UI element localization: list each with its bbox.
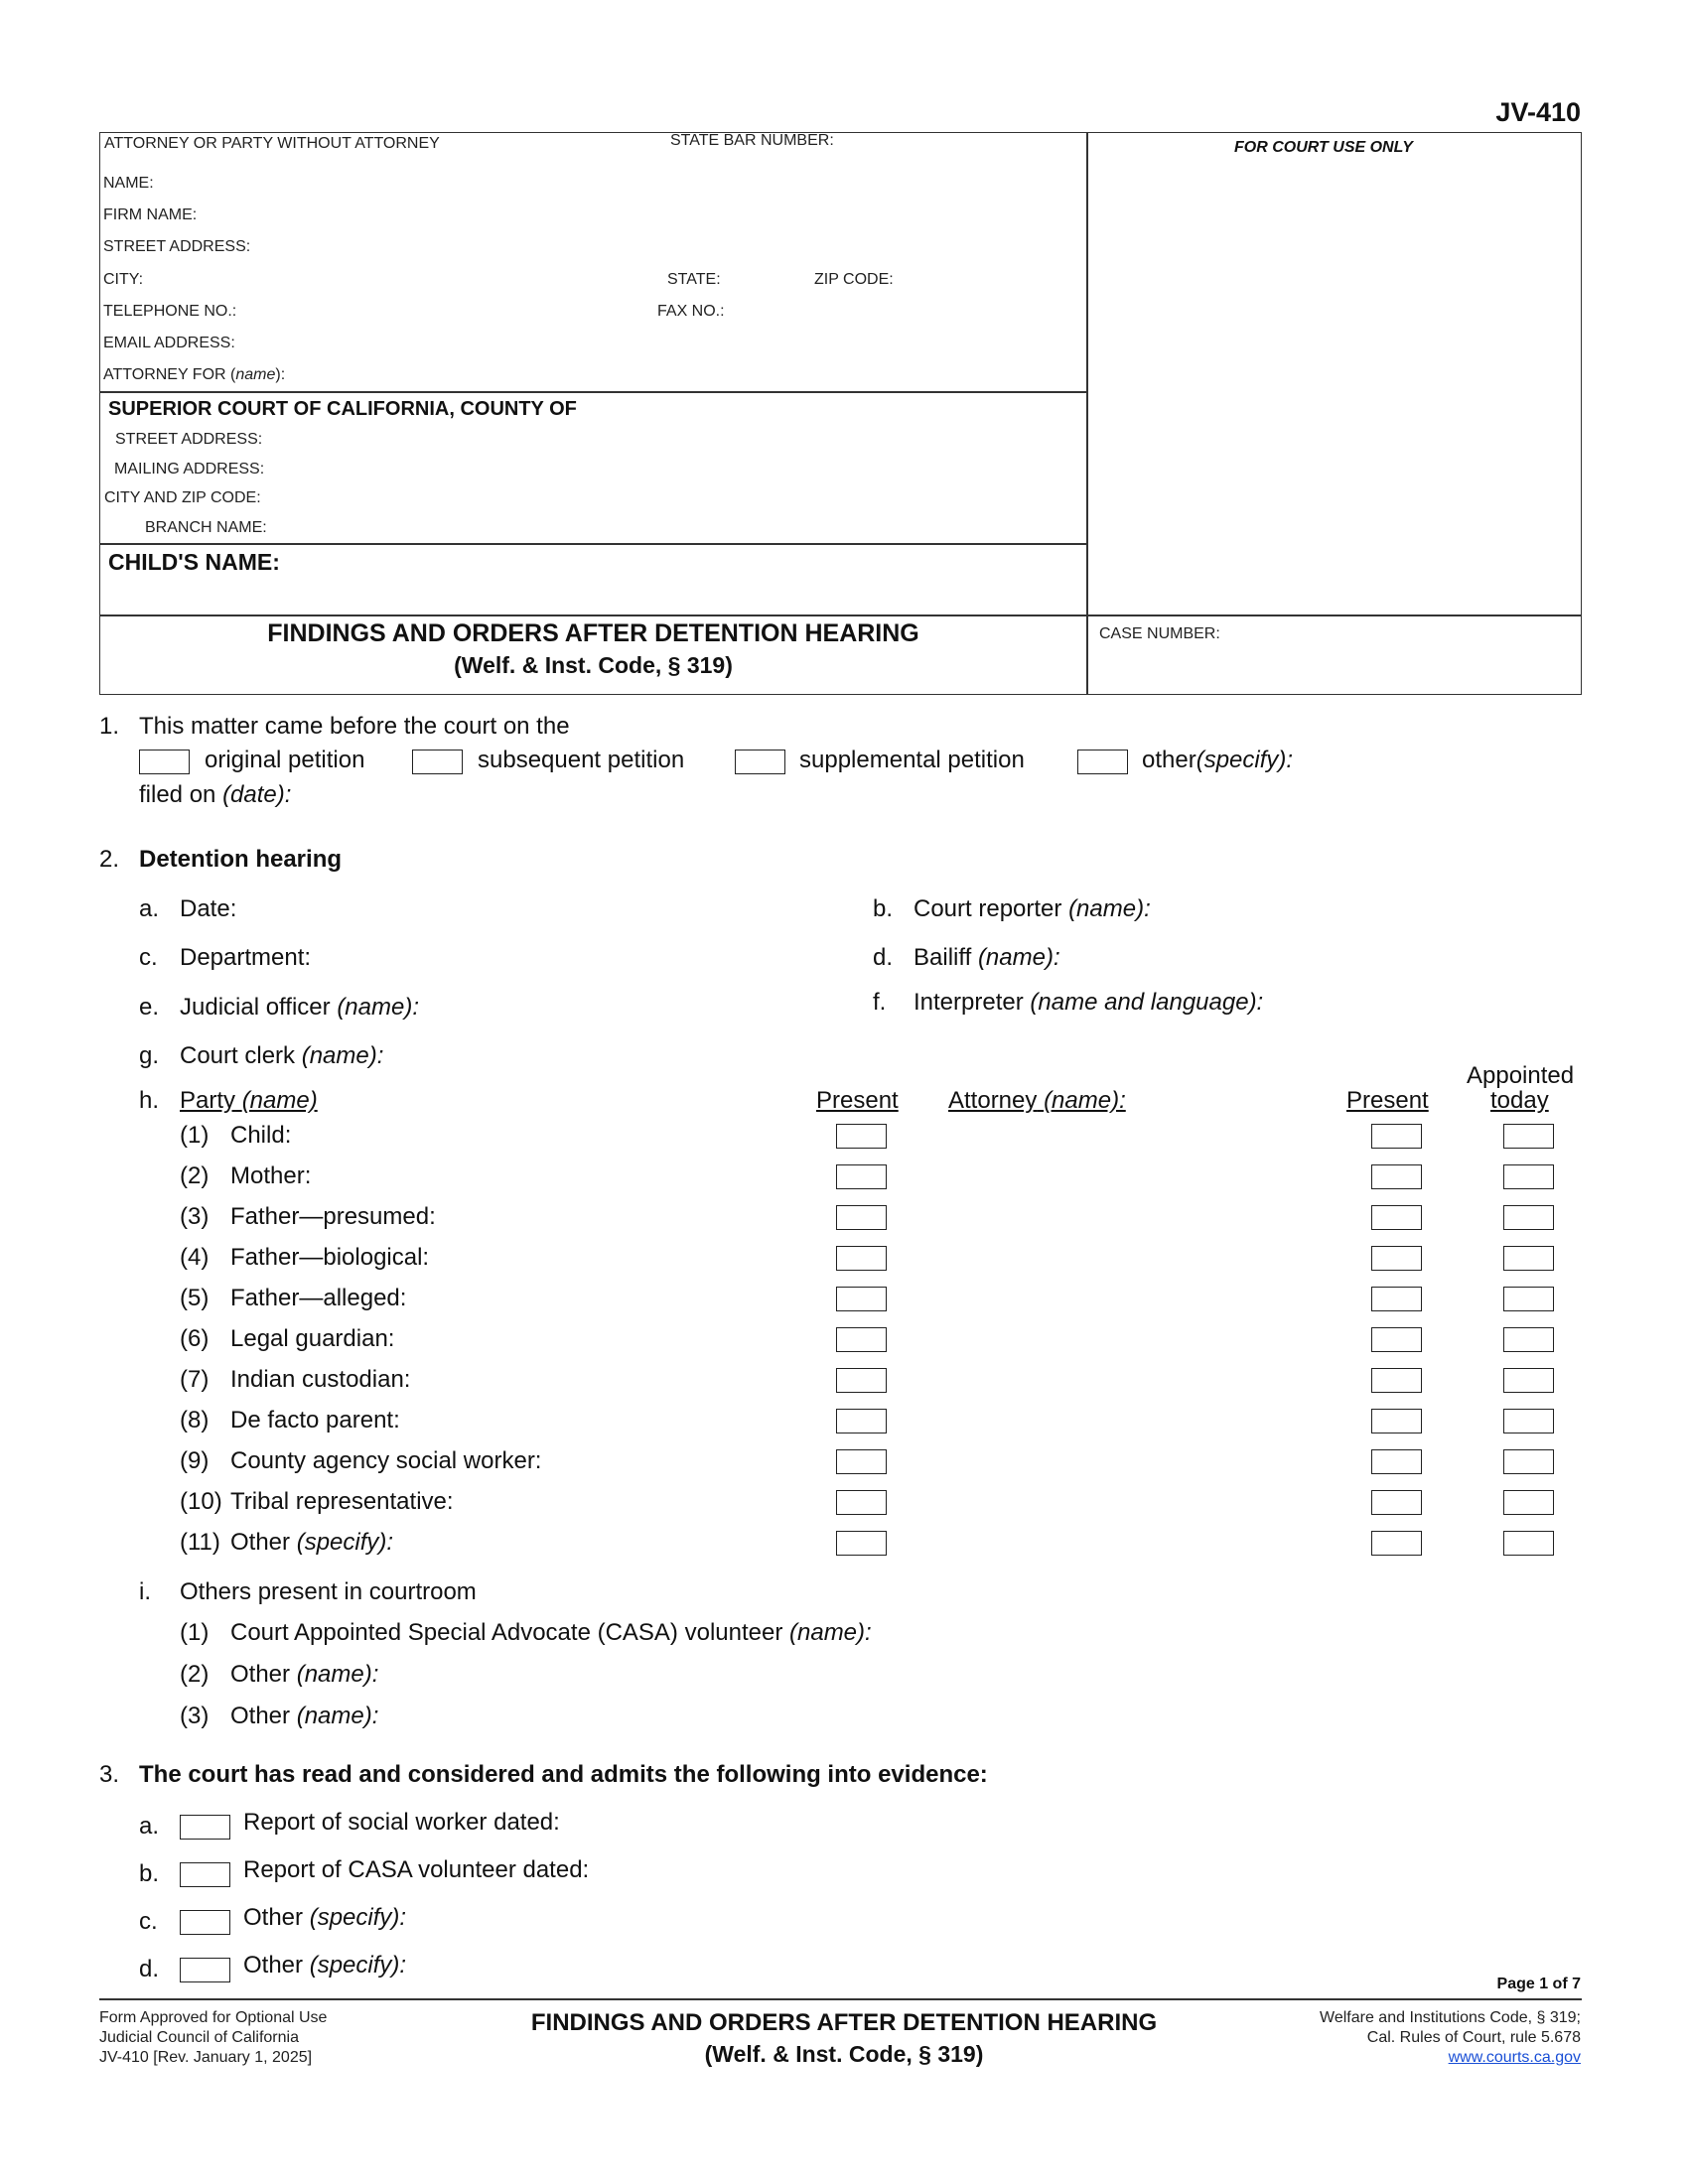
others-row-label: Other	[230, 1703, 291, 1729]
item2b-letter: b.	[873, 895, 894, 922]
court-mailing-field[interactable]: MAILING ADDRESS:	[114, 461, 265, 478]
other-petition-checkbox[interactable]	[1077, 750, 1128, 774]
party-row-number: (11)	[180, 1529, 220, 1556]
department-field[interactable]: Department:	[180, 944, 312, 971]
evidence-row-letter: c.	[139, 1908, 158, 1935]
caption-divider-child	[99, 543, 1087, 545]
attorney-for-field[interactable]	[103, 366, 285, 384]
party-row-label-text: County agency social worker:	[230, 1447, 542, 1474]
party-row-label	[230, 1529, 393, 1557]
court-clerk-field[interactable]	[180, 1042, 383, 1070]
party-row-label-text: De facto parent:	[230, 1407, 400, 1433]
others-row-field[interactable]	[230, 1619, 872, 1647]
attorney-present-header: Present	[1346, 1087, 1429, 1114]
party-present-checkbox[interactable]	[836, 1368, 887, 1393]
others-row-number: (3)	[180, 1703, 210, 1729]
item3-number: 3.	[99, 1761, 120, 1788]
evidence-row-italic: (specify):	[309, 1904, 407, 1931]
supplemental-petition-label: supplemental petition	[799, 747, 1025, 773]
city-field[interactable]: CITY:	[103, 271, 144, 288]
evidence-row-field[interactable]	[243, 1904, 406, 1932]
item2-number: 2.	[99, 846, 120, 873]
party-present-header: Present	[816, 1087, 899, 1114]
attorney-present-checkbox[interactable]	[1371, 1205, 1422, 1230]
judicial-officer-label: Judicial officer	[180, 994, 331, 1021]
state-bar-number-label: STATE BAR NUMBER:	[670, 132, 834, 149]
others-row-field[interactable]	[230, 1703, 378, 1730]
filed-on-text: filed on	[139, 781, 216, 808]
zip-code-field[interactable]: ZIP CODE:	[814, 271, 894, 288]
party-row-label-italic: (specify):	[296, 1529, 394, 1556]
evidence-row-letter: a.	[139, 1813, 160, 1840]
caption-vertical-divider	[1086, 132, 1088, 695]
item2g-letter: g.	[139, 1042, 160, 1069]
party-row-number: (1)	[180, 1122, 210, 1149]
party-row-number: (7)	[180, 1366, 210, 1393]
party-row-label	[230, 1325, 394, 1353]
form-id: JV-410	[1495, 97, 1581, 127]
party-row-label	[230, 1447, 541, 1475]
party-row-label-text: Other	[230, 1529, 291, 1556]
footer-right-line1: Welfare and Institutions Code, § 319;	[1320, 2009, 1581, 2026]
court-street-field[interactable]: STREET ADDRESS:	[115, 431, 263, 448]
item2d-letter: d.	[873, 944, 894, 971]
caption-divider-title	[99, 614, 1582, 616]
appointed-today-checkbox[interactable]	[1503, 1368, 1554, 1393]
filed-on-field[interactable]	[139, 781, 291, 809]
attorney-present-checkbox[interactable]	[1371, 1124, 1422, 1149]
party-row-number: (4)	[180, 1244, 210, 1271]
party-row-number: (6)	[180, 1325, 210, 1352]
item1-number: 1.	[99, 713, 120, 740]
party-column-header	[180, 1087, 318, 1115]
party-present-checkbox[interactable]	[836, 1287, 887, 1311]
page-number: Page 1 of 7	[1496, 1976, 1581, 1992]
attorney-present-checkbox[interactable]	[1371, 1246, 1422, 1271]
court-clerk-label: Court clerk	[180, 1042, 296, 1069]
evidence-row-italic: (specify):	[309, 1952, 407, 1979]
court-reporter-label: Court reporter	[914, 895, 1062, 922]
bailiff-italic: (name):	[977, 944, 1060, 971]
party-row-number: (9)	[180, 1447, 210, 1474]
subsequent-petition-checkbox[interactable]	[412, 750, 463, 774]
party-present-checkbox[interactable]	[836, 1449, 887, 1474]
others-row-field[interactable]	[230, 1661, 378, 1689]
bailiff-field[interactable]	[914, 944, 1060, 972]
party-row-label-text: Mother:	[230, 1162, 312, 1189]
childs-name-field[interactable]: CHILD'S NAME:	[108, 549, 280, 575]
party-present-checkbox[interactable]	[836, 1490, 887, 1515]
telephone-field[interactable]: TELEPHONE NO.:	[103, 303, 237, 320]
interpreter-field[interactable]	[914, 989, 1263, 1017]
evidence-row-letter: d.	[139, 1956, 160, 1982]
party-row-number: (8)	[180, 1407, 210, 1433]
party-row-label-text: Child:	[230, 1122, 292, 1149]
party-row-label-text: Legal guardian:	[230, 1325, 395, 1352]
attorney-present-checkbox[interactable]	[1371, 1409, 1422, 1433]
item1-text: This matter came before the court on the	[139, 713, 570, 740]
subsequent-petition-label: subsequent petition	[478, 747, 685, 773]
appointed-today-checkbox[interactable]	[1503, 1490, 1554, 1515]
party-row-label-text: Father—presumed:	[230, 1203, 436, 1230]
appointed-today-checkbox[interactable]	[1503, 1124, 1554, 1149]
filed-on-date: (date):	[222, 781, 292, 808]
party-row-label-text: Father—alleged:	[230, 1285, 407, 1311]
party-row-label	[230, 1244, 429, 1272]
others-row-italic: (name):	[296, 1703, 379, 1729]
attorney-present-checkbox[interactable]	[1371, 1449, 1422, 1474]
supplemental-petition-checkbox[interactable]	[735, 750, 785, 774]
party-row-label-text: Tribal representative:	[230, 1488, 454, 1515]
item2-title: Detention hearing	[139, 846, 343, 873]
evidence-checkbox[interactable]	[180, 1958, 230, 1982]
appointed-today-checkbox[interactable]	[1503, 1164, 1554, 1189]
other-petition-text: other	[1142, 747, 1196, 773]
party-row-label	[230, 1488, 454, 1516]
evidence-row-field[interactable]	[243, 1952, 406, 1979]
attorney-present-checkbox[interactable]	[1371, 1164, 1422, 1189]
party-present-checkbox[interactable]	[836, 1164, 887, 1189]
attorney-present-checkbox[interactable]	[1371, 1368, 1422, 1393]
name-field[interactable]: NAME:	[103, 175, 154, 192]
party-row-label	[230, 1366, 410, 1394]
attorney-present-checkbox[interactable]	[1371, 1327, 1422, 1352]
party-row-number: (3)	[180, 1203, 210, 1230]
hearing-date-field[interactable]: Date:	[180, 895, 237, 922]
footer-left-line2: Judicial Council of California	[99, 2029, 299, 2046]
firm-name-field[interactable]: FIRM NAME:	[103, 206, 198, 223]
evidence-row-field[interactable]	[243, 1809, 560, 1837]
attorney-header: ATTORNEY OR PARTY WITHOUT ATTORNEY	[104, 135, 440, 152]
other-petition-specify: (specify):	[1196, 747, 1294, 773]
street-address-field[interactable]: STREET ADDRESS:	[103, 238, 251, 255]
party-row-number: (2)	[180, 1162, 210, 1189]
evidence-row-label: Other	[243, 1904, 304, 1931]
bailiff-label: Bailiff	[914, 944, 972, 971]
other-petition-label	[1142, 747, 1293, 774]
others-row-label: Court Appointed Special Advocate (CASA) volunteer	[230, 1619, 783, 1646]
original-petition-label: original petition	[205, 747, 365, 773]
party-row-label-text: Indian custodian:	[230, 1366, 411, 1393]
caption-divider-court	[99, 391, 1087, 393]
evidence-row-field[interactable]	[243, 1856, 589, 1884]
party-row-number: (10)	[180, 1488, 222, 1515]
appointed-today-checkbox[interactable]	[1503, 1531, 1554, 1556]
party-row-label	[230, 1162, 311, 1190]
attorney-for-suffix: ):	[275, 366, 286, 383]
evidence-row-letter: b.	[139, 1860, 160, 1887]
interpreter-label: Interpreter	[914, 989, 1024, 1016]
item2c-letter: c.	[139, 944, 158, 971]
attorney-header-text: Attorney	[948, 1087, 1038, 1114]
judicial-officer-italic: (name):	[337, 994, 419, 1021]
case-number-field[interactable]: CASE NUMBER:	[1099, 625, 1220, 642]
item2a-letter: a.	[139, 895, 160, 922]
footer-left-line1: Form Approved for Optional Use	[99, 2009, 328, 2026]
item2e-letter: e.	[139, 994, 160, 1021]
attorney-header-italic: (name):	[1044, 1087, 1126, 1114]
footer-left-line3: JV-410 [Rev. January 1, 2025]	[99, 2049, 313, 2066]
others-row-italic: (name):	[296, 1661, 379, 1688]
party-row-label	[230, 1285, 406, 1312]
others-row-number: (2)	[180, 1661, 210, 1688]
footer-rule	[99, 1998, 1582, 2000]
court-branch-field[interactable]: BRANCH NAME:	[145, 519, 267, 536]
attorney-for-name: name	[235, 366, 276, 383]
evidence-row-label: Report of social worker dated:	[243, 1809, 560, 1836]
judicial-officer-field[interactable]	[180, 994, 419, 1022]
fax-field[interactable]: FAX NO.:	[657, 303, 725, 320]
attorney-present-checkbox[interactable]	[1371, 1490, 1422, 1515]
court-reporter-italic: (name):	[1068, 895, 1151, 922]
for-court-use-only: FOR COURT USE ONLY	[1234, 139, 1413, 156]
interpreter-italic: (name and language):	[1030, 989, 1264, 1016]
others-row-label: Other	[230, 1661, 291, 1688]
appointed-today-checkbox[interactable]	[1503, 1246, 1554, 1271]
form-title: FINDINGS AND ORDERS AFTER DETENTION HEARING	[267, 619, 919, 647]
item3-title: The court has read and considered and admits the following into evidence:	[139, 1761, 988, 1788]
party-row-number: (5)	[180, 1285, 210, 1311]
email-field[interactable]: EMAIL ADDRESS:	[103, 335, 235, 351]
party-present-checkbox[interactable]	[836, 1531, 887, 1556]
appointed-today-checkbox[interactable]	[1503, 1409, 1554, 1433]
attorney-present-checkbox[interactable]	[1371, 1287, 1422, 1311]
item2h-letter: h.	[139, 1087, 160, 1114]
item2f-letter: f.	[873, 989, 887, 1016]
party-row-label	[230, 1407, 400, 1434]
party-header-italic: (name)	[241, 1087, 318, 1114]
others-row-italic: (name):	[789, 1619, 872, 1646]
appointed-today-checkbox[interactable]	[1503, 1287, 1554, 1311]
original-petition-checkbox[interactable]	[139, 750, 190, 774]
party-row-label	[230, 1203, 436, 1231]
court-title: SUPERIOR COURT OF CALIFORNIA, COUNTY OF	[108, 398, 577, 420]
party-present-checkbox[interactable]	[836, 1124, 887, 1149]
item2i-letter: i.	[139, 1578, 151, 1605]
appointed-today-checkbox[interactable]	[1503, 1205, 1554, 1230]
item2i-title: Others present in courtroom	[180, 1578, 477, 1605]
court-clerk-italic: (name):	[301, 1042, 384, 1069]
appointed-today-checkbox[interactable]	[1503, 1449, 1554, 1474]
court-reporter-field[interactable]	[914, 895, 1151, 923]
evidence-checkbox[interactable]	[180, 1910, 230, 1935]
evidence-row-label: Report of CASA volunteer dated:	[243, 1856, 590, 1883]
court-city-zip-field[interactable]: CITY AND ZIP CODE:	[104, 489, 261, 506]
form-subtitle: (Welf. & Inst. Code, § 319)	[454, 652, 733, 678]
evidence-checkbox[interactable]	[180, 1815, 230, 1840]
courts-website-link[interactable]: www.courts.ca.gov	[1448, 2049, 1581, 2066]
footer-subtitle: (Welf. & Inst. Code, § 319)	[704, 2041, 984, 2067]
appointed-header-line1: Appointed	[1467, 1062, 1575, 1089]
attorney-for-prefix: ATTORNEY FOR (	[103, 366, 236, 383]
attorney-present-checkbox[interactable]	[1371, 1531, 1422, 1556]
footer-right-line2: Cal. Rules of Court, rule 5.678	[1366, 2029, 1581, 2046]
appointed-today-checkbox[interactable]	[1503, 1327, 1554, 1352]
party-present-checkbox[interactable]	[836, 1246, 887, 1271]
footer-title: FINDINGS AND ORDERS AFTER DETENTION HEARING	[530, 2009, 1158, 2036]
party-present-checkbox[interactable]	[836, 1409, 887, 1433]
state-field[interactable]: STATE:	[667, 271, 721, 288]
attorney-column-header	[948, 1087, 1126, 1115]
evidence-checkbox[interactable]	[180, 1862, 230, 1887]
party-row-label-text: Father—biological:	[230, 1244, 430, 1271]
appointed-header-line2: today	[1490, 1087, 1549, 1114]
party-present-checkbox[interactable]	[836, 1327, 887, 1352]
evidence-row-label: Other	[243, 1952, 304, 1979]
party-header-text: Party	[180, 1087, 236, 1114]
party-present-checkbox[interactable]	[836, 1205, 887, 1230]
others-row-number: (1)	[180, 1619, 210, 1646]
party-row-label	[230, 1122, 291, 1150]
